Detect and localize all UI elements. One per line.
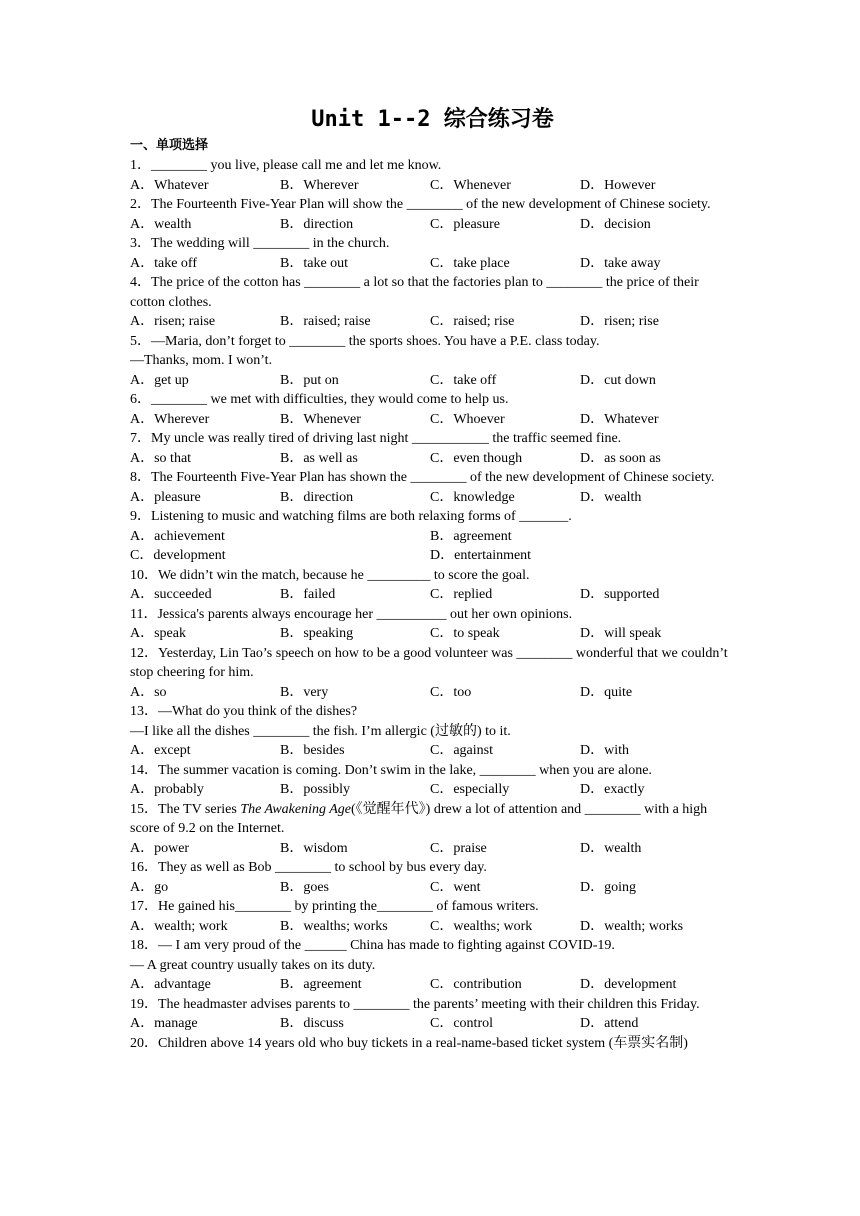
question-text: 18．— I am very proud of the ______ China has made to fighting against COVID-19. (130, 938, 615, 953)
option-a: A．wealth; work (130, 918, 228, 934)
question-text-line-2: —I like all the dishes ________ the fish. I’m allergic (过敏的) to it. (130, 723, 511, 739)
option-a: A．advantage (130, 977, 211, 992)
option-c: C．praise (430, 840, 487, 856)
option-a: A．risen; raise (130, 314, 216, 329)
option-b: B．take out (280, 255, 349, 271)
question-text-line-2: — A great country usually takes on its duty. (130, 957, 376, 973)
option-d: D．cut down (580, 372, 656, 388)
option-a: A．Wherever (130, 411, 210, 427)
option-c: C．knowledge (430, 489, 515, 505)
option-c: C．too (430, 684, 472, 700)
option-d: D．wealth (580, 840, 642, 856)
option-a: A．achievement (130, 528, 225, 544)
question-text: 14．The summer vacation is coming. Don’t swim in the lake, ________ when you are alone. (130, 762, 652, 778)
page-title: Unit 1--2 综合练习卷 (311, 107, 554, 132)
option-b: B．raised; raise (280, 314, 371, 329)
question-text: 11．Jessica's parents always encourage her __________ out her own opinions. (130, 606, 573, 622)
option-c: C．take off (430, 372, 497, 388)
question-text: 9．Listening to music and watching films are both relaxing forms of _______. (130, 509, 572, 524)
question-6 (130, 390, 735, 429)
option-c: C．control (430, 1016, 493, 1031)
worksheet (130, 104, 735, 1053)
option-c: C．development (130, 548, 226, 563)
option-d: D．as soon as (580, 450, 661, 466)
option-d: D．decision (580, 216, 651, 232)
option-c: C．went (430, 879, 481, 895)
question-14 (130, 761, 735, 800)
options (130, 371, 735, 391)
question-text: 3．The wedding will ________ in the church. (130, 236, 390, 251)
question-text-end: (《觉醒年代》) drew a lot of attention and ________ with a high score of 9.2 on the Internet. (130, 801, 708, 836)
option-b: B．discuss (280, 1016, 344, 1031)
question-text: 13．—What do you think of the dishes? (130, 704, 358, 719)
option-c: C．wealths; work (430, 918, 533, 934)
option-a: A．speak (130, 626, 186, 641)
option-d: D．will speak (580, 626, 662, 641)
option-d: D．quite (580, 684, 633, 700)
option-b: B．put on (280, 372, 339, 388)
question-17 (130, 897, 735, 936)
option-b: B．wealths; works (280, 918, 388, 934)
option-d: D．with (580, 743, 629, 758)
option-a: A．manage (130, 1016, 198, 1031)
options-row-1 (130, 527, 735, 547)
series-title: The Awakening Age (240, 801, 352, 817)
question-4 (130, 273, 735, 332)
option-a: A．pleasure (130, 489, 201, 505)
question-16 (130, 858, 735, 897)
option-b: B．direction (280, 489, 354, 505)
question-8 (130, 468, 735, 507)
option-d: D．exactly (580, 782, 645, 797)
option-b: B．agreement (280, 977, 362, 992)
option-c: C．especially (430, 782, 510, 797)
options (130, 215, 735, 235)
option-b: B．agreement (430, 528, 512, 544)
question-text: 16．They as well as Bob ________ to school by bus every day. (130, 860, 487, 875)
option-b: B．speaking (280, 626, 354, 641)
question-text: 19．The headmaster advises parents to ________ the parents’ meeting with their children this Friday. (130, 996, 700, 1012)
option-b: B．goes (280, 879, 329, 895)
option-c: C．Whenever (430, 177, 511, 193)
section-heading: 一、单项选择 (130, 138, 209, 153)
options-row-2 (130, 546, 735, 566)
question-text: 12．Yesterday, Lin Tao’s speech on how to be a good volunteer was ________ wonderful that we couldn’t stop cheering for him. (130, 645, 728, 680)
question-13 (130, 702, 735, 761)
question-15 (130, 800, 735, 859)
options (130, 176, 735, 196)
question-text: 4．The price of the cotton has ________ a lot so that the factories plan to ________ the price of their cotton clothes. (130, 275, 699, 310)
question-text: 2．The Fourteenth Five-Year Plan will show the ________ of the new development of Chinese society. (130, 197, 711, 212)
option-a: A．power (130, 840, 190, 856)
option-d: D．going (580, 879, 636, 895)
option-d: D．risen; rise (580, 314, 659, 329)
options (130, 975, 735, 995)
question-11 (130, 605, 735, 644)
question-text-start: 15．The TV series (130, 801, 241, 817)
question-text: 1．________ you live, please call me and let me know. (130, 158, 442, 173)
option-a: A．probably (130, 782, 204, 797)
option-c: C．contribution (430, 977, 522, 992)
question-text-line-2: —Thanks, mom. I won’t. (130, 353, 273, 368)
question-text (130, 800, 735, 839)
option-d: D．take away (580, 255, 661, 271)
question-20 (130, 1034, 735, 1054)
option-d: D．entertainment (430, 548, 532, 563)
option-c: C．raised; rise (430, 314, 515, 329)
option-d: D．development (580, 977, 677, 992)
options (130, 624, 735, 644)
option-c: C．replied (430, 587, 493, 602)
option-c: C．Whoever (430, 411, 505, 427)
option-b: B．besides (280, 743, 345, 758)
option-d: D．supported (580, 587, 660, 602)
question-text: 6．________ we met with difficulties, they would come to help us. (130, 392, 509, 407)
question-18 (130, 936, 735, 995)
option-b: B．as well as (280, 450, 358, 466)
question-text: 7．My uncle was really tired of driving last night ___________ the traffic seemed fine. (130, 431, 622, 446)
option-a: A．so (130, 684, 167, 700)
option-d: D．wealth (580, 489, 642, 505)
options (130, 839, 735, 859)
option-c: C．pleasure (430, 216, 500, 232)
option-c: C．take place (430, 255, 510, 271)
question-text: 17．He gained his________ by printing the________ of famous writers. (130, 899, 539, 914)
question-2 (130, 195, 735, 234)
option-d: D．attend (580, 1016, 639, 1031)
option-a: A．so that (130, 450, 192, 466)
option-a: A．get up (130, 372, 189, 388)
options (130, 741, 735, 761)
option-b: B．wisdom (280, 840, 348, 856)
option-d: D．Whatever (580, 411, 659, 427)
options (130, 410, 735, 430)
question-1 (130, 156, 735, 195)
option-b: B．Whenever (280, 411, 361, 427)
options (130, 878, 735, 898)
options (130, 585, 735, 605)
option-a: A．wealth (130, 216, 192, 232)
question-7 (130, 429, 735, 468)
option-c: C．against (430, 743, 493, 758)
options (130, 780, 735, 800)
question-text: 5．—Maria, don’t forget to ________ the sports shoes. You have a P.E. class today. (130, 333, 600, 349)
question-text: 8．The Fourteenth Five-Year Plan has shown the ________ of the new development of Chinese society. (130, 470, 715, 485)
question-text: 20．Children above 14 years old who buy tickets in a real-name-based ticket system (车票实名制) (130, 1035, 688, 1051)
options (130, 1014, 735, 1034)
option-a: A．take off (130, 255, 197, 271)
option-d: D．wealth; works (580, 918, 684, 934)
option-a: A．go (130, 879, 169, 895)
option-a: A．succeeded (130, 587, 212, 602)
option-d: D．However (580, 177, 656, 193)
option-b: B．failed (280, 587, 336, 602)
options (130, 254, 735, 274)
option-b: B．direction (280, 216, 354, 232)
question-5 (130, 332, 735, 391)
question-10 (130, 566, 735, 605)
option-b: B．possibly (280, 782, 351, 797)
option-b: B．Wherever (280, 177, 359, 193)
option-b: B．very (280, 684, 329, 700)
options (130, 488, 735, 508)
option-c: C．to speak (430, 626, 500, 641)
option-c: C．even though (430, 450, 523, 466)
options (130, 917, 735, 937)
question-12 (130, 644, 735, 703)
question-19 (130, 995, 735, 1034)
options (130, 449, 735, 469)
question-text: 10．We didn’t win the match, because he _________ to score the goal. (130, 567, 530, 583)
option-a: A．except (130, 743, 191, 758)
options (130, 683, 735, 703)
option-a: A．Whatever (130, 177, 209, 193)
question-9 (130, 507, 735, 566)
question-3 (130, 234, 735, 273)
options (130, 312, 735, 332)
